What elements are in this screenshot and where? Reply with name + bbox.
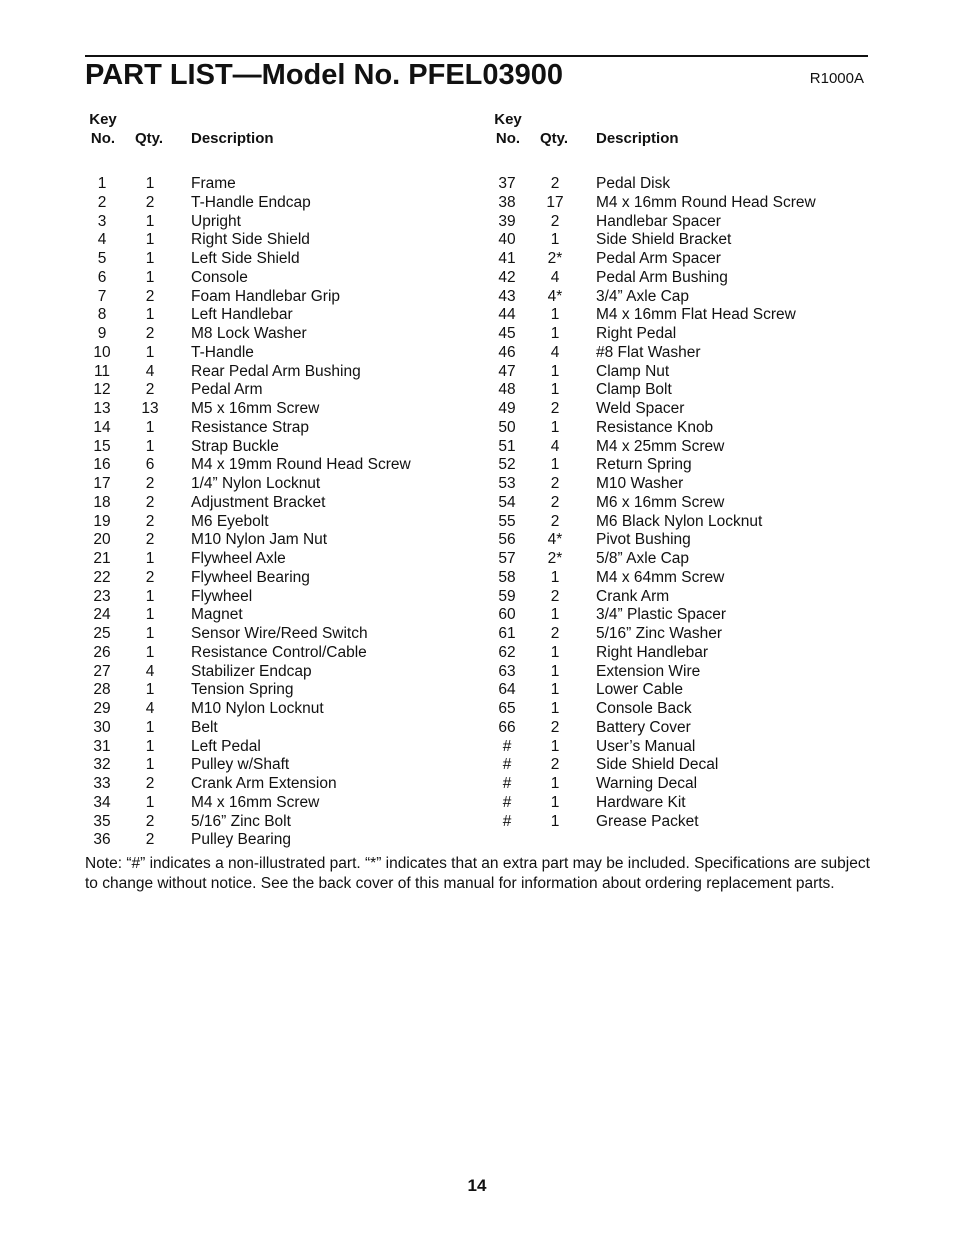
part-description: Rear Pedal Arm Bushing bbox=[191, 362, 361, 380]
part-qty: 1 bbox=[145, 437, 155, 455]
part-qty: 2 bbox=[145, 193, 155, 211]
part-key-no: 42 bbox=[498, 268, 516, 286]
part-qty: 2 bbox=[550, 718, 560, 736]
part-qty: 4 bbox=[550, 343, 560, 361]
part-qty: 1 bbox=[550, 456, 560, 474]
part-qty: 4 bbox=[145, 662, 155, 680]
part-description: Hardware Kit bbox=[596, 793, 686, 811]
part-key-no: # bbox=[502, 812, 512, 830]
part-description: Warning Decal bbox=[596, 775, 698, 792]
part-description: Console Back bbox=[596, 700, 692, 717]
part-description: Tension Spring bbox=[191, 681, 294, 699]
part-qty: 1 bbox=[550, 737, 560, 755]
part-description: Pedal Disk bbox=[596, 175, 671, 192]
key-header-line2: No. bbox=[495, 130, 521, 147]
part-description: Left Handlebar bbox=[191, 306, 293, 324]
part-key-no: 35 bbox=[93, 812, 111, 830]
part-qty: 1 bbox=[145, 250, 155, 267]
part-description: Resistance Control/Cable bbox=[191, 643, 367, 661]
part-qty: 4* bbox=[547, 531, 563, 549]
part-key-no: 5 bbox=[97, 250, 107, 267]
key-no-header bbox=[493, 110, 523, 148]
part-description: M10 Washer bbox=[596, 475, 684, 492]
part-key-no: # bbox=[502, 775, 512, 792]
part-key-no: 62 bbox=[498, 643, 516, 661]
part-qty: 2 bbox=[145, 512, 155, 530]
part-description: 3/4” Plastic Spacer bbox=[596, 606, 727, 624]
part-key-no: 24 bbox=[93, 606, 111, 624]
part-key-no: 26 bbox=[93, 643, 111, 661]
part-key-no: 50 bbox=[498, 418, 516, 436]
part-description: Clamp Nut bbox=[596, 362, 670, 380]
part-key-no: 36 bbox=[93, 831, 111, 849]
part-qty: 6 bbox=[145, 456, 155, 474]
part-qty: 1 bbox=[550, 325, 560, 342]
part-qty: 2 bbox=[550, 512, 560, 530]
part-description: 5/16” Zinc Bolt bbox=[191, 812, 291, 830]
part-description: Extension Wire bbox=[596, 662, 701, 680]
part-key-no: 13 bbox=[93, 400, 111, 417]
part-description: Left Pedal bbox=[191, 737, 261, 755]
part-qty: 1 bbox=[145, 793, 155, 811]
part-description: Resistance Strap bbox=[191, 418, 310, 436]
page-number: 14 bbox=[467, 1176, 487, 1195]
part-key-no: 25 bbox=[93, 625, 111, 642]
part-qty: 4 bbox=[550, 437, 560, 455]
part-key-no: # bbox=[502, 756, 512, 774]
part-description: Left Side Shield bbox=[191, 250, 300, 267]
part-description: T-Handle Endcap bbox=[191, 193, 311, 211]
part-description: Pedal Arm Spacer bbox=[596, 250, 721, 267]
footnote: Note: “#” indicates a non-illustrated part. “*” indicates that an extra part may be included. Specifications are subject to change without notice. See the back cover of this manual for information about ordering replacement parts. bbox=[85, 855, 870, 892]
part-qty: 4 bbox=[145, 700, 155, 717]
part-description: Right Handlebar bbox=[596, 643, 709, 661]
part-key-no: 32 bbox=[93, 756, 111, 774]
part-description: Pivot Bushing bbox=[596, 531, 691, 549]
part-key-no: 8 bbox=[97, 306, 107, 324]
part-key-no: 54 bbox=[498, 493, 516, 511]
part-description: Flywheel bbox=[191, 587, 253, 605]
part-qty: 1 bbox=[550, 306, 560, 324]
part-description: M6 Eyebolt bbox=[191, 512, 269, 530]
part-description: Pedal Arm Bushing bbox=[596, 268, 728, 286]
part-description: Resistance Knob bbox=[596, 418, 714, 436]
part-key-no: 34 bbox=[93, 793, 111, 811]
part-qty: 1 bbox=[145, 343, 155, 361]
part-key-no: 22 bbox=[93, 568, 111, 586]
part-key-no: 65 bbox=[498, 700, 516, 717]
part-key-no: 57 bbox=[498, 550, 516, 567]
part-key-no: # bbox=[502, 737, 512, 755]
part-qty: 1 bbox=[145, 606, 155, 624]
part-description: Flywheel Axle bbox=[191, 550, 286, 567]
part-qty: 1 bbox=[145, 587, 155, 605]
part-key-no: 58 bbox=[498, 568, 516, 586]
part-key-no: 51 bbox=[498, 437, 516, 455]
part-qty: 2* bbox=[547, 250, 563, 267]
part-qty: 2 bbox=[145, 775, 155, 792]
part-key-no: 11 bbox=[93, 362, 111, 380]
part-description: Foam Handlebar Grip bbox=[191, 287, 341, 305]
part-description: Sensor Wire/Reed Switch bbox=[191, 625, 368, 642]
part-qty: 4 bbox=[145, 362, 155, 380]
part-description: M4 x 16mm Round Head Screw bbox=[596, 193, 816, 211]
part-description: Crank Arm bbox=[596, 587, 670, 605]
key-no-header bbox=[88, 110, 118, 148]
part-key-no: 63 bbox=[498, 662, 516, 680]
part-key-no: # bbox=[502, 793, 512, 811]
part-key-no: 40 bbox=[498, 231, 516, 249]
part-description: Lower Cable bbox=[596, 681, 684, 699]
part-qty: 2 bbox=[550, 493, 560, 511]
part-description: Frame bbox=[191, 175, 236, 192]
part-key-no: 18 bbox=[93, 493, 111, 511]
part-key-no: 12 bbox=[93, 381, 111, 399]
part-qty: 2 bbox=[145, 381, 155, 399]
part-qty: 2 bbox=[145, 568, 155, 586]
part-qty: 1 bbox=[145, 418, 155, 436]
part-qty: 1 bbox=[550, 606, 560, 624]
part-description: Return Spring bbox=[596, 456, 692, 474]
part-qty: 2 bbox=[550, 212, 560, 230]
description-header: Description bbox=[191, 130, 274, 147]
part-key-no: 30 bbox=[93, 718, 111, 736]
part-description: M4 x 16mm Flat Head Screw bbox=[596, 306, 796, 324]
manual-code: R1000A bbox=[809, 70, 864, 87]
part-key-no: 48 bbox=[498, 381, 516, 399]
part-description: Upright bbox=[191, 212, 241, 230]
part-qty: 4* bbox=[547, 287, 563, 305]
part-qty: 2 bbox=[145, 812, 155, 830]
part-key-no: 29 bbox=[93, 700, 111, 717]
part-description: User’s Manual bbox=[596, 737, 696, 755]
part-description: Strap Buckle bbox=[191, 437, 279, 455]
part-description: 3/4” Axle Cap bbox=[596, 287, 690, 305]
part-description: Belt bbox=[191, 718, 218, 736]
part-key-no: 9 bbox=[97, 325, 107, 342]
part-key-no: 15 bbox=[93, 437, 111, 455]
key-header-line1: Key bbox=[89, 111, 117, 128]
part-key-no: 49 bbox=[498, 400, 516, 417]
part-description: M4 x 64mm Screw bbox=[596, 568, 725, 586]
part-key-no: 3 bbox=[97, 212, 107, 230]
part-description: Handlebar Spacer bbox=[596, 212, 721, 230]
part-key-no: 37 bbox=[498, 175, 516, 192]
part-key-no: 17 bbox=[93, 475, 111, 492]
part-key-no: 16 bbox=[93, 456, 111, 474]
part-key-no: 2 bbox=[97, 193, 107, 211]
part-qty: 2 bbox=[550, 400, 560, 417]
description-header: Description bbox=[596, 130, 679, 147]
key-header-line1: Key bbox=[494, 111, 522, 128]
part-description: Pulley Bearing bbox=[191, 831, 291, 849]
part-key-no: 43 bbox=[498, 287, 516, 305]
part-qty: 1 bbox=[145, 756, 155, 774]
part-qty: 1 bbox=[550, 662, 560, 680]
part-key-no: 21 bbox=[93, 550, 111, 567]
part-description: Side Shield Decal bbox=[596, 756, 719, 774]
part-key-no: 33 bbox=[93, 775, 111, 792]
part-key-no: 14 bbox=[93, 418, 111, 436]
part-key-no: 7 bbox=[97, 287, 107, 305]
part-qty: 1 bbox=[550, 775, 560, 792]
part-qty: 1 bbox=[145, 550, 155, 567]
part-description: Right Pedal bbox=[596, 325, 677, 342]
part-key-no: 31 bbox=[93, 737, 111, 755]
part-qty: 1 bbox=[145, 306, 155, 324]
part-description: Magnet bbox=[191, 606, 243, 624]
part-key-no: 39 bbox=[498, 212, 516, 230]
part-key-no: 64 bbox=[498, 681, 516, 699]
part-key-no: 10 bbox=[93, 343, 111, 361]
part-description: Grease Packet bbox=[596, 812, 699, 830]
part-qty: 1 bbox=[550, 681, 560, 699]
part-description: Clamp Bolt bbox=[596, 381, 672, 399]
part-key-no: 60 bbox=[498, 606, 516, 624]
part-qty: 1 bbox=[550, 700, 560, 717]
part-key-no: 59 bbox=[498, 587, 516, 605]
part-qty: 2 bbox=[550, 625, 560, 642]
part-key-no: 44 bbox=[498, 306, 516, 324]
part-description: Adjustment Bracket bbox=[191, 493, 326, 511]
part-qty: 1 bbox=[550, 231, 560, 249]
part-qty: 1 bbox=[145, 175, 155, 192]
part-qty: 2 bbox=[550, 175, 560, 192]
part-description: Right Side Shield bbox=[191, 231, 310, 249]
part-description: Flywheel Bearing bbox=[191, 568, 310, 586]
part-qty: 1 bbox=[145, 643, 155, 661]
part-qty: 1 bbox=[550, 381, 560, 399]
part-key-no: 66 bbox=[498, 718, 516, 736]
part-description: M5 x 16mm Screw bbox=[191, 400, 320, 417]
part-key-no: 41 bbox=[498, 250, 516, 267]
part-qty: 2 bbox=[550, 756, 560, 774]
page-title: PART LIST—Model No. PFEL03900 bbox=[85, 59, 564, 91]
top-rule bbox=[85, 55, 868, 57]
part-qty: 2 bbox=[550, 475, 560, 492]
part-description: M4 x 19mm Round Head Screw bbox=[191, 456, 411, 474]
part-key-no: 4 bbox=[97, 231, 107, 249]
part-qty: 2* bbox=[547, 550, 563, 567]
part-qty: 1 bbox=[145, 268, 155, 286]
part-description: 5/8” Axle Cap bbox=[596, 550, 690, 567]
part-description: M6 Black Nylon Locknut bbox=[596, 512, 763, 530]
part-qty: 2 bbox=[145, 531, 155, 549]
part-key-no: 6 bbox=[97, 268, 107, 286]
part-qty: 2 bbox=[145, 475, 155, 492]
part-qty: 2 bbox=[145, 493, 155, 511]
part-description: M4 x 16mm Screw bbox=[191, 793, 320, 811]
part-key-no: 27 bbox=[93, 662, 111, 680]
part-description: M6 x 16mm Screw bbox=[596, 493, 725, 511]
part-qty: 1 bbox=[145, 231, 155, 249]
part-description: Pedal Arm bbox=[191, 381, 263, 399]
part-key-no: 20 bbox=[93, 531, 111, 549]
part-qty: 2 bbox=[145, 831, 155, 849]
part-qty: 1 bbox=[145, 718, 155, 736]
part-qty: 2 bbox=[550, 587, 560, 605]
part-qty: 1 bbox=[145, 737, 155, 755]
key-header-line2: No. bbox=[90, 130, 116, 147]
part-description: M10 Nylon Locknut bbox=[191, 700, 324, 717]
part-qty: 1 bbox=[145, 625, 155, 642]
part-description: 1/4” Nylon Locknut bbox=[191, 475, 321, 492]
part-key-no: 53 bbox=[498, 475, 516, 492]
part-qty: 1 bbox=[550, 793, 560, 811]
part-qty: 1 bbox=[550, 812, 560, 830]
part-description: M8 Lock Washer bbox=[191, 325, 307, 342]
qty-header: Qty. bbox=[135, 130, 164, 147]
part-key-no: 1 bbox=[97, 175, 107, 192]
part-description: M10 Nylon Jam Nut bbox=[191, 531, 328, 549]
qty-header: Qty. bbox=[540, 130, 569, 147]
part-qty: 1 bbox=[550, 643, 560, 661]
part-description: Stabilizer Endcap bbox=[191, 662, 312, 680]
part-key-no: 28 bbox=[93, 681, 111, 699]
part-key-no: 38 bbox=[498, 193, 516, 211]
part-key-no: 19 bbox=[93, 512, 111, 530]
part-key-no: 55 bbox=[498, 512, 516, 530]
part-qty: 1 bbox=[145, 681, 155, 699]
part-key-no: 47 bbox=[498, 362, 516, 380]
part-key-no: 23 bbox=[93, 587, 111, 605]
part-description: Side Shield Bracket bbox=[596, 231, 732, 249]
part-description: T-Handle bbox=[191, 343, 254, 361]
part-description: M4 x 25mm Screw bbox=[596, 437, 725, 455]
part-description: Console bbox=[191, 268, 248, 286]
part-description: Weld Spacer bbox=[596, 400, 685, 417]
part-description: 5/16” Zinc Washer bbox=[596, 625, 723, 642]
part-key-no: 52 bbox=[498, 456, 516, 474]
part-qty: 1 bbox=[550, 362, 560, 380]
part-description: Pulley w/Shaft bbox=[191, 756, 290, 774]
part-qty: 13 bbox=[141, 400, 159, 417]
part-key-no: 56 bbox=[498, 531, 516, 549]
part-key-no: 45 bbox=[498, 325, 516, 342]
part-description: #8 Flat Washer bbox=[596, 343, 701, 361]
part-qty: 1 bbox=[550, 418, 560, 436]
part-qty: 1 bbox=[550, 568, 560, 586]
part-key-no: 61 bbox=[498, 625, 516, 642]
part-qty: 2 bbox=[145, 287, 155, 305]
part-qty: 17 bbox=[546, 193, 564, 211]
part-key-no: 46 bbox=[498, 343, 516, 361]
part-qty: 2 bbox=[145, 325, 155, 342]
part-qty: 4 bbox=[550, 268, 560, 286]
part-description: Battery Cover bbox=[596, 718, 691, 736]
part-qty: 1 bbox=[145, 212, 155, 230]
part-description: Crank Arm Extension bbox=[191, 775, 337, 792]
